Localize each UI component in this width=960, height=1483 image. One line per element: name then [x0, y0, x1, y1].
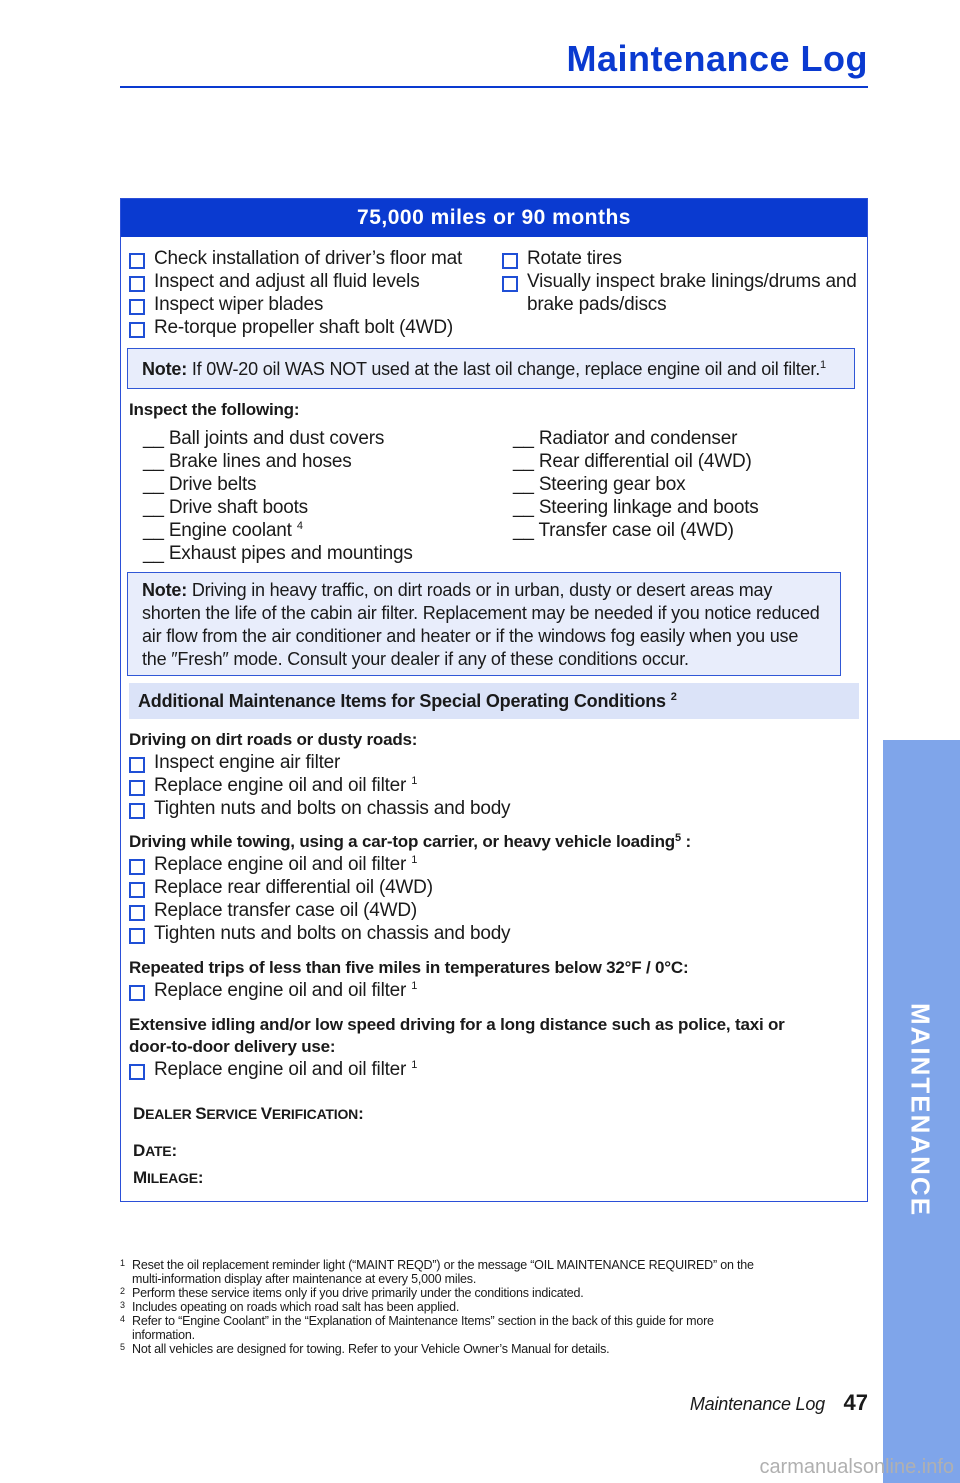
section-heading: Extensive idling and/or low speed driving for a long distance such as police, taxi or [129, 1015, 785, 1034]
cabin-filter-note: Note: Driving in heavy traffic, on dirt roads or in urban, dusty or desert areas may shorten the life of the cabin air filter. Replacement may be needed if you notice reduced air flow from the air conditioner and heater or if the windows fog easily when you use the ″Fresh″ mode. Consult your dealer if any of these conditions occur. [127, 572, 841, 676]
inspect-list-right [513, 427, 759, 542]
checklist-left [121, 247, 462, 339]
section-heading: Driving while towing, using a car-top carrier, or heavy vehicle loading$^5$ : [129, 832, 691, 851]
inspect-item: __ Engine coolant $^4$ [143, 520, 303, 541]
checkbox[interactable] [129, 859, 145, 875]
date-label: DATE: [133, 1141, 177, 1160]
check-item: Tighten nuts and bolts on chassis and body [129, 797, 859, 820]
interval-header: 75,000 miles or 90 months [121, 199, 867, 237]
footnote: 5 Not all vehicles are designed for towing. Refer to your Vehicle Owner’s Manual for details. [120, 1342, 610, 1356]
inspect-item: __ Rear differential oil (4WD) [513, 451, 752, 472]
inspect-item: __ Radiator and condenser [513, 428, 738, 449]
check-item: Tighten nuts and bolts on chassis and body [129, 922, 859, 945]
additional-items-band: Additional Maintenance Items for Special Operating Conditions $^2$ [129, 683, 859, 719]
maintenance-log-box [120, 198, 868, 1202]
mileage-label: MILEAGE: [133, 1168, 204, 1187]
check-item: Replace engine oil and oil filter $^1$ [129, 774, 859, 797]
dealer-verification-label: DEALER SERVICE VERIFICATION: [133, 1104, 364, 1123]
check-item: Inspect and adjust all fluid levels [121, 270, 462, 293]
inspect-list-left [143, 427, 413, 565]
checkbox[interactable] [129, 882, 145, 898]
idling-section [129, 1014, 859, 1081]
title-rule [120, 86, 868, 88]
side-tab-label: MAINTENANCE [905, 1002, 936, 1218]
page-number: 47 [843, 1390, 868, 1415]
footer-section-label: Maintenance Log [689, 1394, 825, 1414]
check-item: Replace engine oil and oil filter $^1$ [129, 1058, 859, 1081]
check-item: Replace transfer case oil (4WD) [129, 899, 859, 922]
checkbox[interactable] [129, 299, 145, 315]
short-trips-section [129, 957, 859, 1002]
section-heading: Repeated trips of less than five miles in temperatures below 32°F / 0°C: [129, 958, 689, 977]
inspect-heading: Inspect the following: [129, 400, 300, 419]
footnote: 4 Refer to “Engine Coolant” in the “Explanation of Maintenance Items” section in the back of this guide for more information. [120, 1314, 714, 1342]
check-item: Replace engine oil and oil filter $^1$ [129, 853, 859, 876]
check-item-continued: brake pads/discs [527, 294, 667, 315]
inspect-item: __ Drive shaft boots [143, 497, 308, 518]
footnote: 2 Perform these service items only if you drive primarily under the conditions indicated. [120, 1286, 584, 1300]
checklist-right [494, 247, 857, 316]
inspect-item: __ Brake lines and hoses [143, 451, 352, 472]
check-item: Replace rear differential oil (4WD) [129, 876, 859, 899]
inspect-item: __ Steering gear box [513, 474, 686, 495]
footnote: 3 Includes opeating on roads which road salt has been applied. [120, 1300, 460, 1314]
checkbox[interactable] [502, 253, 518, 269]
check-item: Visually inspect brake linings/drums and [494, 270, 857, 293]
footnote: 1 Reset the oil replacement reminder light (“MAINT REQD”) or the message “OIL MAINTENANCE REQUIRED” on the multi-information display after maintenance at every 5,000 miles. [120, 1258, 754, 1286]
section-heading-continued: door-to-door delivery use: [129, 1037, 336, 1056]
check-item: Check installation of driver’s floor mat [121, 247, 462, 270]
check-item: Re-torque propeller shaft bolt (4WD) [121, 316, 462, 339]
dusty-roads-section [129, 729, 859, 820]
check-item: Replace engine oil and oil filter $^1$ [129, 979, 859, 1002]
checkbox[interactable] [129, 757, 145, 773]
watermark: carmanualsonline.info [759, 1456, 954, 1478]
towing-section [129, 831, 859, 945]
check-item: Rotate tires [494, 247, 857, 270]
footnotes [120, 1258, 862, 1356]
inspect-item: __ Ball joints and dust covers [143, 428, 385, 449]
checkbox[interactable] [129, 780, 145, 796]
checkbox[interactable] [129, 322, 145, 338]
checkbox[interactable] [129, 928, 145, 944]
checkbox[interactable] [129, 1064, 145, 1080]
check-item: Inspect wiper blades [121, 293, 462, 316]
inspect-item: __ Exhaust pipes and mountings [143, 543, 413, 564]
page-title: Maintenance Log [566, 38, 868, 79]
checkbox[interactable] [129, 803, 145, 819]
section-heading: Driving on dirt roads or dusty roads: [129, 730, 418, 749]
inspect-item: __ Transfer case oil (4WD) [513, 520, 734, 541]
inspect-item: __ Steering linkage and boots [513, 497, 759, 518]
inspect-item: __ Drive belts [143, 474, 257, 495]
oil-note: Note: If 0W-20 oil WAS NOT used at the last oil change, replace engine oil and oil filter.$^1$ [127, 348, 855, 389]
checkbox[interactable] [129, 985, 145, 1001]
checkbox[interactable] [129, 276, 145, 292]
checkbox[interactable] [129, 253, 145, 269]
checkbox[interactable] [502, 276, 518, 292]
checkbox[interactable] [129, 905, 145, 921]
check-item: Inspect engine air filter [129, 751, 859, 774]
